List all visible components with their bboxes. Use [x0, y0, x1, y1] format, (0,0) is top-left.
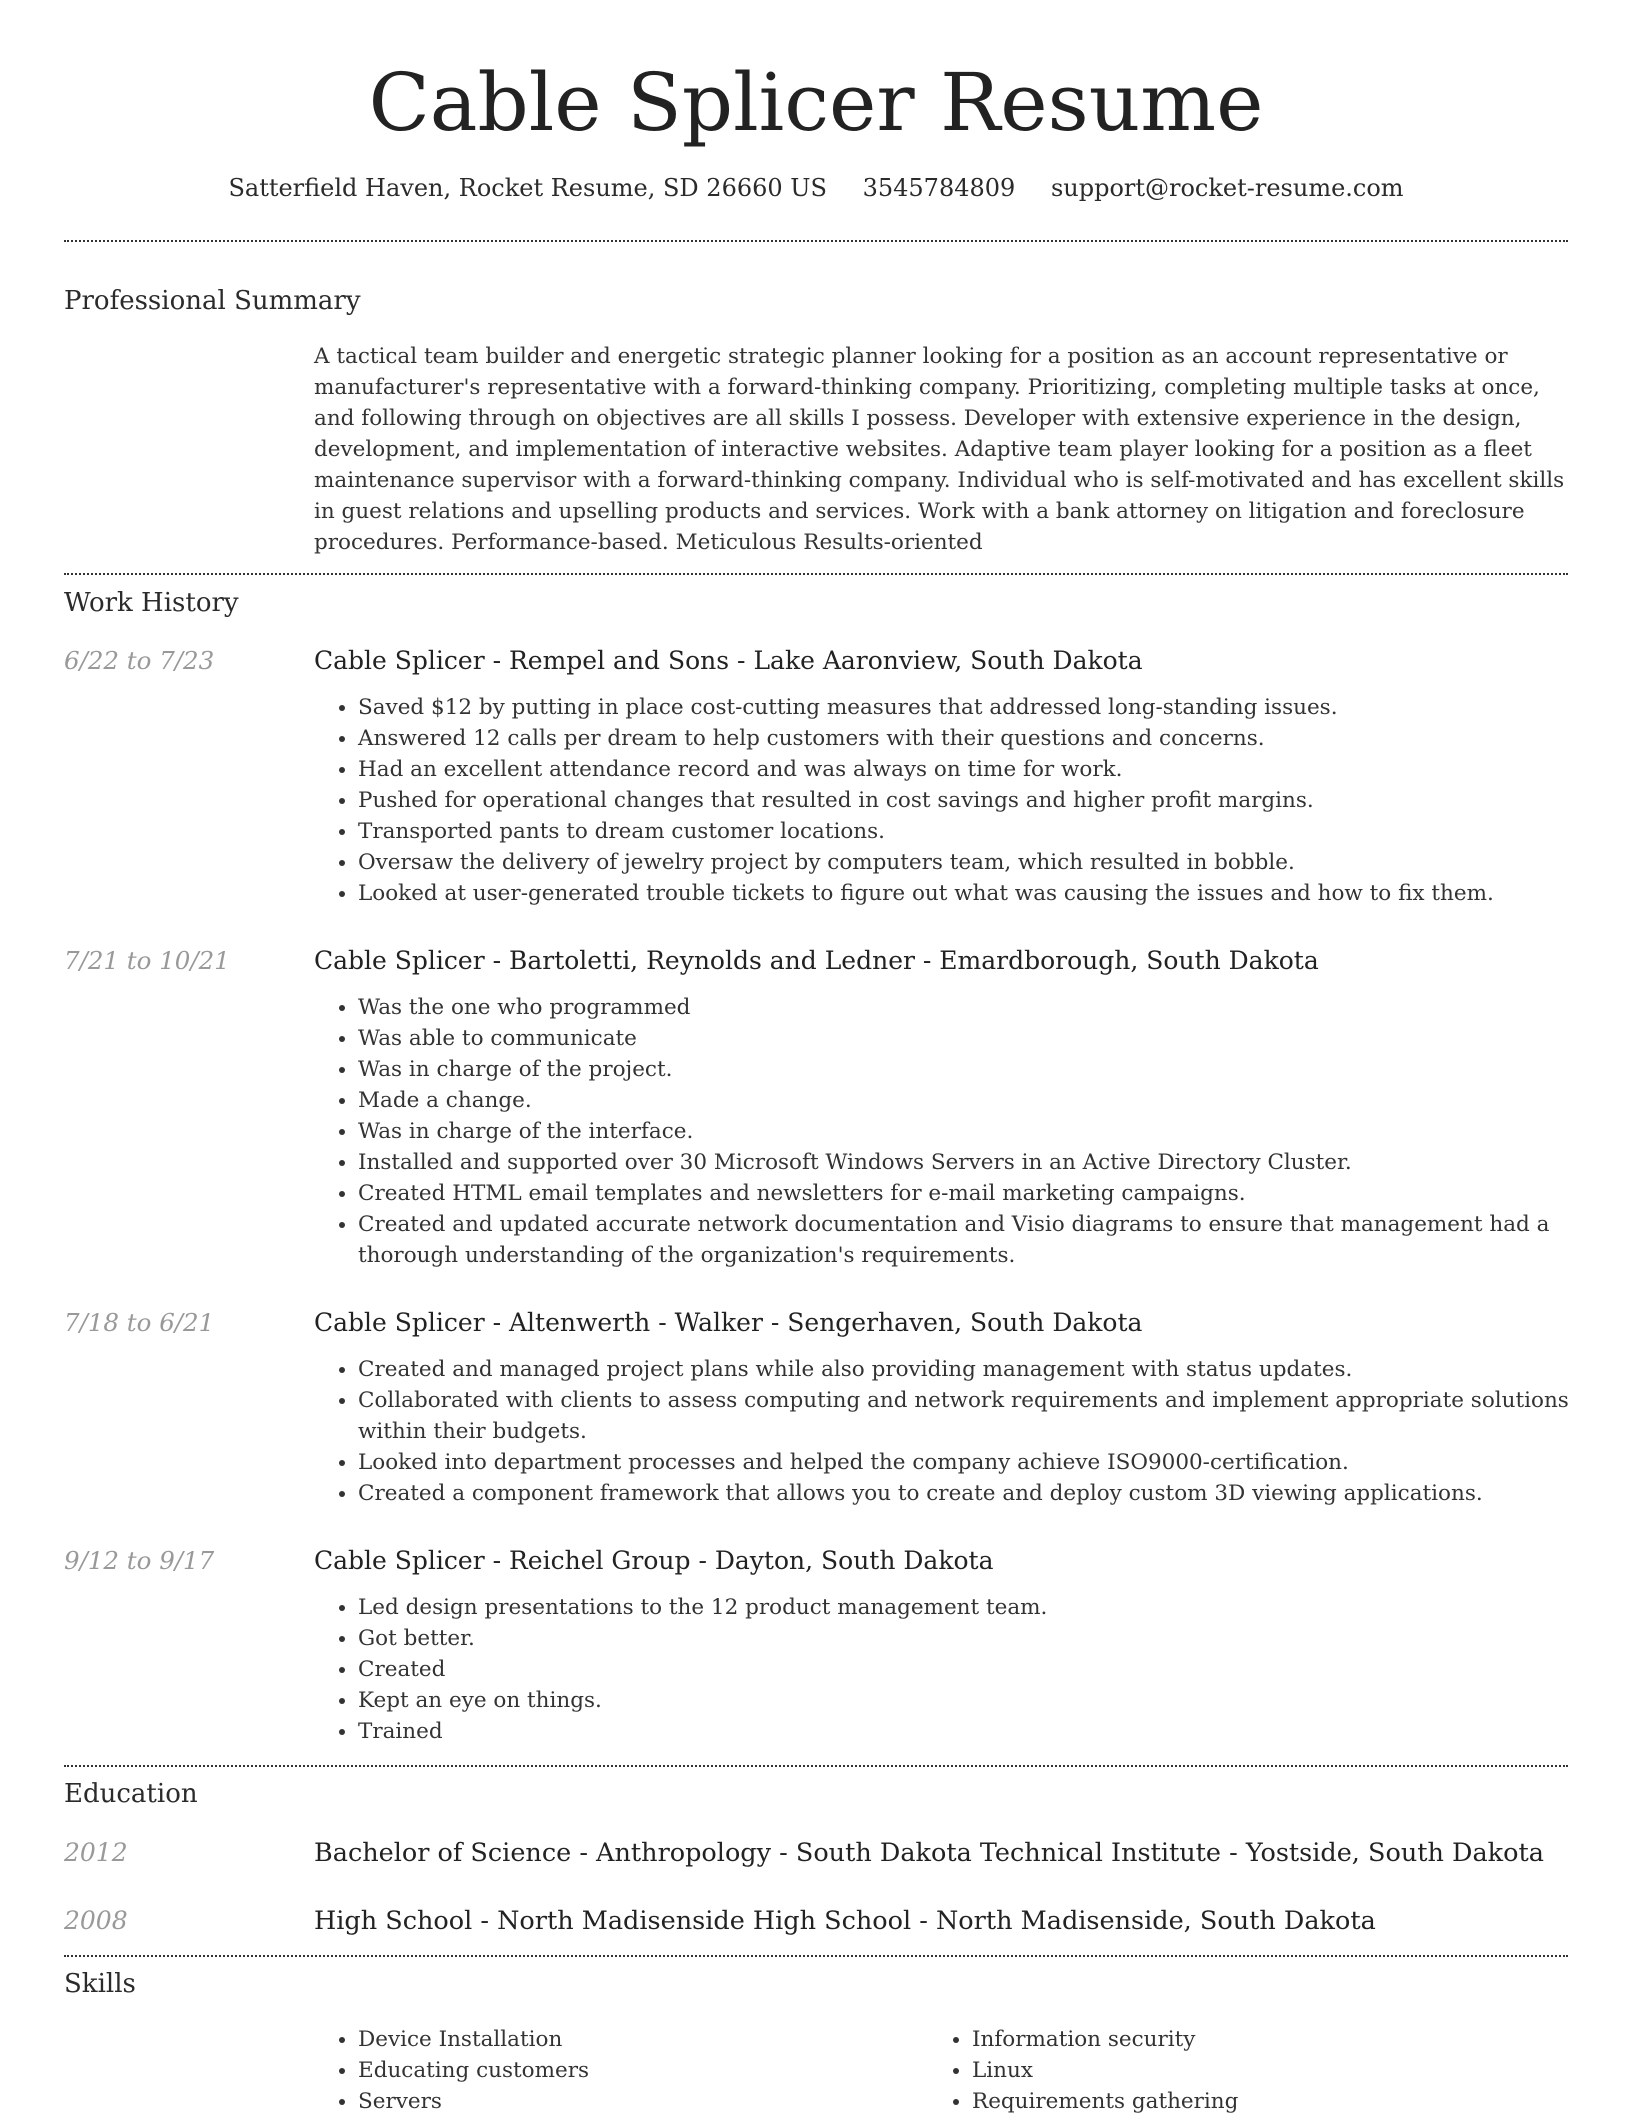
summary-text: A tactical team builder and energetic strategic planner looking for a position as an account representative or manufacturer's representative with a forward-thinking company. Prioritizing, completing multiple tasks at once, and following through on objectives are all skills I possess. Developer with extensive experience in the design, development, and implementation of interactive websites. Adaptive team player looking for a position as a fleet maintenance supervisor with a forward-thinking company. Individual who is self-motivated and has excellent skills in guest relations and upselling products and services. Work with a bank attorney on litigation and foreclosure procedures. Performance-based. Meticulous Results-oriented [314, 344, 1565, 555]
job-bullet: • Got better. [358, 1623, 1612, 1654]
education-heading: Education [64, 1779, 198, 1809]
job-bullet: • Was the one who programmed [358, 992, 1612, 1023]
job-bullet: • Created and managed project plans while also providing management with status updates. [358, 1354, 1612, 1385]
education-title: Bachelor of Science - Anthropology - South Dakota Technical Institute - Yostside, South Dakota [314, 1838, 1544, 1868]
job-bullet: • Was in charge of the interface. [358, 1116, 1612, 1147]
contact-phone: 3545784809 [862, 174, 1016, 202]
resume-title: Cable Splicer Resume [368, 56, 1264, 149]
skill-item: • Educating customers [358, 2055, 918, 2086]
education-title: High School - North Madisenside High School - North Madisenside, South Dakota [314, 1906, 1376, 1936]
education-date: 2008 [64, 1906, 128, 1935]
job-bullet: • Created and updated accurate network documentation and Visio diagrams to ensure that management had a thorough understanding of the organization's requirements. [358, 1209, 1612, 1271]
summary-heading: Professional Summary [64, 286, 361, 316]
job-bullet: • Transported pants to dream customer locations. [358, 816, 1612, 847]
job-bullet: • Saved $12 by putting in place cost-cutting measures that addressed long-standing issues. [358, 692, 1612, 723]
job-bullet: • Had an excellent attendance record and was always on time for work. [358, 754, 1612, 785]
job-bullet: • Looked at user-generated trouble tickets to figure out what was causing the issues and how to fix them. [358, 878, 1612, 909]
job-bullet: • Installed and supported over 30 Microsoft Windows Servers in an Active Directory Cluster. [358, 1147, 1612, 1178]
job-bullets [314, 992, 1612, 1271]
job-bullet: • Looked into department processes and helped the company achieve ISO9000-certification. [358, 1447, 1612, 1478]
work-history-heading: Work History [64, 588, 239, 618]
job-bullet: • Created [358, 1654, 1612, 1685]
job-bullet: • Made a change. [358, 1085, 1612, 1116]
job-bullet: • Oversaw the delivery of jewelry project by computers team, which resulted in bobble. [358, 847, 1612, 878]
job-bullet: • Created HTML email templates and newsletters for e-mail marketing campaigns. [358, 1178, 1612, 1209]
job-title: Cable Splicer - Bartoletti, Reynolds and Ledner - Emardborough, South Dakota [314, 946, 1319, 975]
job-bullet: • Led design presentations to the 12 product management team. [358, 1592, 1612, 1623]
section-divider [64, 1765, 1568, 1767]
job-bullet: • Collaborated with clients to assess computing and network requirements and implement appropriate solutions within their budgets. [358, 1385, 1612, 1447]
job-bullet: • Trained [358, 1716, 1612, 1747]
skills-heading: Skills [64, 1969, 136, 1999]
contact-address: Satterfield Haven, Rocket Resume, SD 26660 US [228, 174, 827, 202]
job-title: Cable Splicer - Reichel Group - Dayton, South Dakota [314, 1546, 994, 1575]
skill-item: • Device Installation [358, 2024, 918, 2055]
education-date: 2012 [64, 1838, 128, 1867]
job-bullet: • Was in charge of the project. [358, 1054, 1612, 1085]
job-bullet: • Created a component framework that allows you to create and deploy custom 3D viewing applications. [358, 1478, 1612, 1509]
job-bullets [314, 1592, 1612, 1747]
section-divider [64, 573, 1568, 575]
job-bullets [314, 1354, 1612, 1509]
section-divider [64, 240, 1568, 242]
job-title: Cable Splicer - Rempel and Sons - Lake Aaronview, South Dakota [314, 646, 1143, 675]
skill-item: • Information security [972, 2024, 1532, 2055]
skill-item: • Linux [972, 2055, 1532, 2086]
job-bullet: • Was able to communicate [358, 1023, 1612, 1054]
skills-list-right [928, 2024, 1532, 2117]
job-date: 7/18 to 6/21 [64, 1308, 215, 1337]
contact-email: support@rocket-resume.com [1050, 174, 1404, 202]
job-bullet: • Pushed for operational changes that resulted in cost savings and higher profit margins. [358, 785, 1612, 816]
job-title: Cable Splicer - Altenwerth - Walker - Sengerhaven, South Dakota [314, 1308, 1143, 1337]
job-date: 9/12 to 9/17 [64, 1546, 215, 1575]
contact-line [0, 168, 1632, 208]
job-bullets [314, 692, 1612, 909]
section-divider [64, 1955, 1568, 1957]
job-date: 6/22 to 7/23 [64, 646, 215, 675]
skill-item: • Servers [358, 2086, 918, 2117]
skills-list-left [314, 2024, 918, 2117]
skill-item: • Requirements gathering [972, 2086, 1532, 2117]
job-bullet: • Kept an eye on things. [358, 1685, 1612, 1716]
job-date: 7/21 to 10/21 [64, 946, 230, 975]
job-bullet: • Answered 12 calls per dream to help customers with their questions and concerns. [358, 723, 1612, 754]
